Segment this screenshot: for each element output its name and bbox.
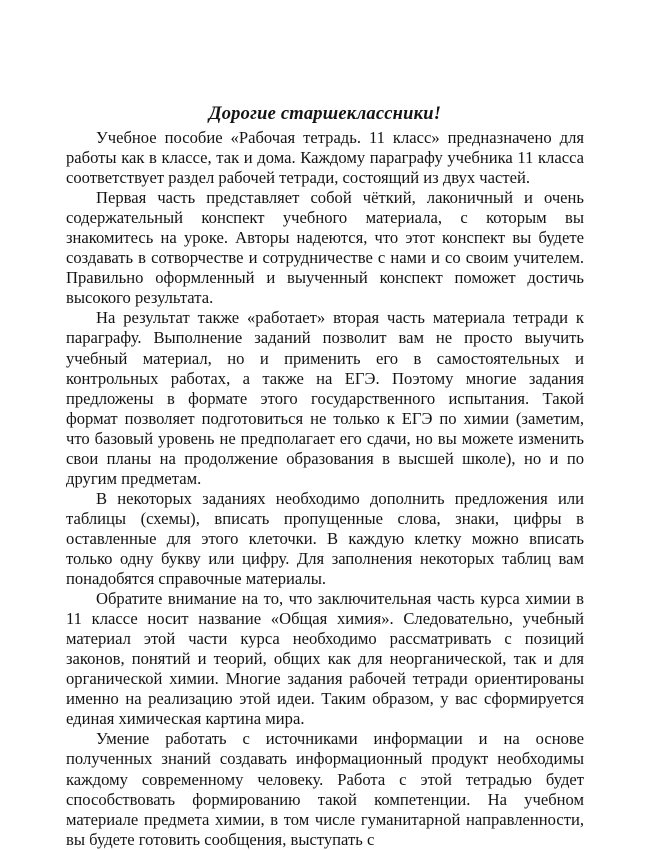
page-title: Дорогие старшеклассники!	[208, 104, 442, 125]
paragraph: Учебное пособие «Рабочая тетрадь. 11 класс» предназначено для работы как в классе, так и дома. Каждому параграфу учебника 11 класса соответствует раздел рабочей тетради, состоящий из двух частей.	[66, 128, 584, 188]
body-text	[66, 128, 584, 850]
paragraph: В некоторых заданиях необходимо дополнить предложения или таблицы (схемы), вписать пропущенные слова, знаки, цифры в оставленные для этого клеточки. В каждую клетку можно вписать только одну букву или цифру. Для заполнения некоторых таблиц вам понадобятся справочные материалы.	[66, 488, 584, 589]
paragraph: Обратите внимание на то, что заключительная часть курса химии в 11 классе носит название «Общая химия». Следовательно, учебный материал этой части курса необходимо рассматривать с позиций законов, понятий и теорий, общих как для неорганической, так и для органической химии. Многие задания рабочей тетради ориентированы именно на реализацию этой идеи. Таким образом, у вас сформируется единая химическая картина мира.	[66, 589, 584, 729]
paragraph: На результат также «работает» вторая часть материала тетради к параграфу. Выполнение заданий позволит вам не просто выучить учебный материал, но и применить его в самостоятельных и контрольных работах, а также на ЕГЭ. Поэтому многие задания предложены в формате этого государственного испытания. Такой формат позволяет подготовиться не только к ЕГЭ по химии (заметим, что базовый уровень не предполагает его сдачи, но вы можете изменить свои планы на продолжение образования в высшей школе), но и по другим предметам.	[66, 308, 584, 488]
paragraph: Умение работать с источниками информации и на основе полученных знаний создавать информационный продукт необходимы каждому современному человеку. Работа с этой тетрадью будет способствовать формированию такой компетенции. На учебном материале предмета химии, в том числе гуманитарной направленности, вы будете готовить сообщения, выступать с	[66, 729, 584, 849]
paragraph: Первая часть представляет собой чёткий, лаконичный и очень содержательный конспект учебного материала, с которым вы знакомитесь на уроке. Авторы надеются, что этот конспект вы будете создавать в сотворчестве и сотрудничестве с нами и со своим учителем. Правильно оформленный и выученный конспект поможет достичь высокого результата.	[66, 188, 584, 308]
